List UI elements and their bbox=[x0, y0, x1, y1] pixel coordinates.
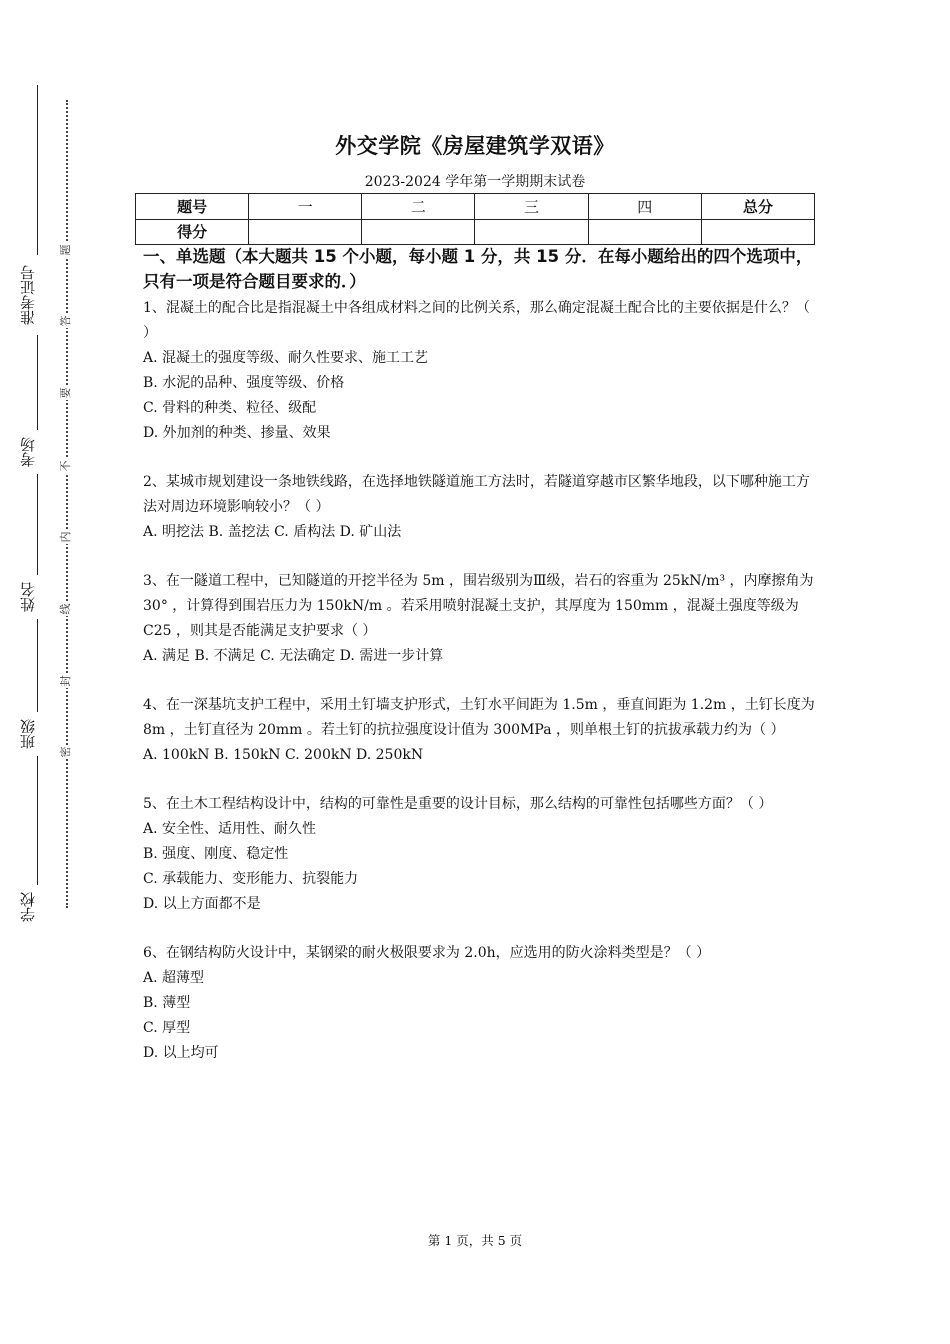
score-cell: 一 bbox=[249, 194, 362, 220]
seal-char: 内 bbox=[59, 531, 72, 543]
question-1 bbox=[143, 296, 818, 446]
question-option: C. 承载能力、变形能力、抗裂能力 bbox=[143, 871, 359, 887]
question-option: A. 100kN B. 150kN C. 200kN D. 250kN bbox=[143, 747, 424, 763]
question-option: C. 厚型 bbox=[143, 1020, 191, 1036]
score-table-score-row bbox=[136, 219, 815, 245]
score-input-cell bbox=[249, 219, 362, 245]
question-option: A. 满足 B. 不满足 C. 无法确定 D. 需进一步计算 bbox=[143, 648, 444, 664]
question-stem: 1、混凝土的配合比是指混凝土中各组成材料之间的比例关系，那么确定混凝土配合比的主要依据是什么？（ ） bbox=[143, 300, 810, 341]
question-stem: 4、在一深基坑支护工程中，采用土钉墙支护形式，土钉水平间距为 1.5m ，垂直间距为 1.2m ，土钉长度为 8m ，土钉直径为 20mm 。若土钉的抗拉强度设计值为 300MPa ，则单根土钉的抗拔承载力约为（ ） bbox=[143, 697, 815, 738]
score-input-cell bbox=[701, 219, 814, 245]
seal-char: 题 bbox=[59, 244, 72, 256]
school-label: 学校 bbox=[20, 885, 54, 929]
score-cell: 四 bbox=[588, 194, 701, 220]
binding-line bbox=[37, 85, 38, 925]
exam-subtitle: 2023-2024 学年第一学期期末试卷 bbox=[364, 174, 586, 190]
seal-char: 线 bbox=[59, 603, 72, 615]
question-option: B. 强度、刚度、稳定性 bbox=[143, 846, 289, 862]
score-input-cell bbox=[475, 219, 588, 245]
question-option: A. 安全性、适用性、耐久性 bbox=[143, 821, 317, 837]
seal-char: 答 bbox=[59, 315, 72, 327]
exam-content bbox=[143, 244, 818, 1090]
seal-char: 要 bbox=[59, 387, 72, 399]
name-label: 姓名 bbox=[20, 575, 54, 619]
question-stem: 6、在钢结构防火设计中，某钢梁的耐火极限要求为 2.0h，应选用的防火涂料类型是？（ ） bbox=[143, 945, 711, 961]
question-option: A. 超薄型 bbox=[143, 970, 205, 986]
section-title: 一、单选题（本大题共 15 个小题，每小题 1 分，共 15 分．在每小题给出的四个选项中，只有一项是符合题目要求的．） bbox=[143, 247, 813, 291]
question-option: B. 水泥的品种、强度等级、价格 bbox=[143, 375, 345, 391]
seal-char: 不 bbox=[59, 460, 72, 472]
question-option: C. 骨料的种类、粒径、级配 bbox=[143, 400, 317, 416]
seal-dotted-line bbox=[66, 100, 68, 908]
score-cell: 三 bbox=[475, 194, 588, 220]
score-input-cell bbox=[362, 219, 475, 245]
question-option: B. 薄型 bbox=[143, 995, 191, 1011]
score-cell: 总分 bbox=[701, 194, 814, 220]
question-2 bbox=[143, 470, 818, 545]
class-label: 班级 bbox=[20, 712, 54, 756]
exam-room-label: 考场 bbox=[20, 430, 54, 474]
question-stem: 5、在土木工程结构设计中，结构的可靠性是重要的设计目标，那么结构的可靠性包括哪些方面？（ ） bbox=[143, 796, 773, 812]
exam-title: 外交学院《房屋建筑学双语》 bbox=[335, 134, 615, 158]
question-option: A. 混凝土的强度等级、耐久性要求、施工工艺 bbox=[143, 350, 429, 366]
score-table-header-row bbox=[136, 194, 815, 220]
question-option: D. 以上方面都不是 bbox=[143, 896, 261, 912]
question-option: A. 明挖法 B. 盖挖法 C. 盾构法 D. 矿山法 bbox=[143, 524, 402, 540]
score-cell: 题号 bbox=[136, 194, 249, 220]
question-5 bbox=[143, 792, 818, 917]
score-table bbox=[135, 193, 815, 245]
question-option: D. 以上均可 bbox=[143, 1045, 219, 1061]
exam-number-label: 准考证号 bbox=[20, 255, 54, 335]
page-number: 第 1 页，共 5 页 bbox=[427, 1233, 523, 1248]
question-stem: 3、在一隧道工程中，已知隧道的开挖半径为 5m ，围岩级别为Ⅲ级，岩石的容重为 25kN/m³ ，内摩擦角为 30° ，计算得到围岩压力为 150kN/m 。若采用喷射混凝土支护，其厚度为 150mm ，混凝土强度等级为 C25 ，则其是否能满足支护要求（ ） bbox=[143, 573, 814, 639]
question-3 bbox=[143, 569, 818, 669]
question-6 bbox=[143, 941, 818, 1066]
seal-char: 封 bbox=[59, 675, 72, 687]
score-cell: 二 bbox=[362, 194, 475, 220]
score-cell: 得分 bbox=[136, 219, 249, 245]
question-option: D. 外加剂的种类、掺量、效果 bbox=[143, 425, 331, 441]
question-stem: 2、某城市规划建设一条地铁线路，在选择地铁隧道施工方法时，若隧道穿越市区繁华地段，以下哪种施工方法对周边环境影响较小？（ ） bbox=[143, 474, 810, 515]
score-input-cell bbox=[588, 219, 701, 245]
seal-char: 密 bbox=[59, 746, 72, 758]
question-4 bbox=[143, 693, 818, 768]
